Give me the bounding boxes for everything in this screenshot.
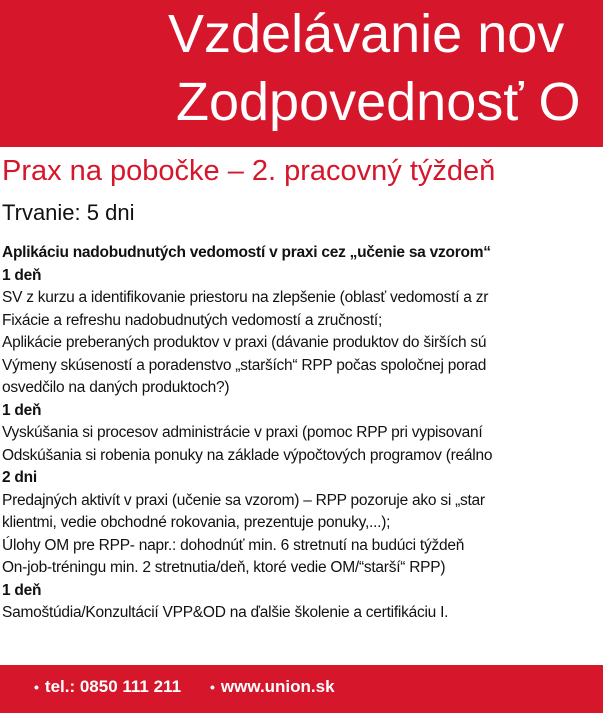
content-line: Vyskúšania si procesov administrácie v praxi (pomoc RPP pri vypisovaní (2, 424, 483, 441)
section-heading: 1 deň (2, 266, 42, 284)
footer-website[interactable] (210, 676, 335, 698)
section-heading: Aplikáciu nadobudnutých vedomostí v praxi cez „učenie sa vzorom“ (2, 244, 491, 261)
footer-banner (0, 665, 603, 713)
header-banner (0, 0, 603, 147)
bullet-icon: • (210, 679, 215, 695)
content-line: Odskúšania si robenia ponuky na základe výpočtových programov (reálno (2, 446, 493, 464)
bullet-icon: • (34, 679, 39, 695)
content-line: Výmeny skúseností a poradenstvo „starších“ RPP počas spoločnej porad (2, 356, 487, 374)
footer-phone (34, 676, 181, 698)
website-link[interactable]: www.union.sk (220, 677, 335, 696)
content-body (2, 242, 603, 625)
content-line: osvedčilo na daných produktoch?) (2, 379, 230, 396)
slide-subtitle: Prax na pobočke – 2. pracovný týždeň (2, 155, 496, 187)
section-heading: 1 deň (2, 581, 42, 599)
content-line: Úlohy OM pre RPP- napr.: dohodnúť min. 6 stretnutí na budúci týždeň (2, 536, 465, 554)
content-line: klientmi, vedie obchodné rokovania, prezentuje ponuky,...); (2, 514, 391, 531)
title-line-2: Zodpovednosť O (176, 72, 581, 132)
section-heading: 2 dni (2, 469, 37, 486)
title-line-1: Vzdelávanie nov (168, 4, 565, 64)
content-line: SV z kurzu a identifikovanie priestoru na zlepšenie (oblasť vedomostí a zr (2, 289, 489, 306)
phone-text: tel.: 0850 111 211 (44, 677, 182, 696)
content-line: Fixácie a refreshu nadobudnutých vedomostí a zručností; (2, 311, 382, 329)
content-line: Aplikácie preberaných produktov v praxi (dávanie produktov do širších sú (2, 334, 487, 351)
section-heading: 1 deň (2, 401, 42, 419)
content-line: Predajných aktivít v praxi (učenie sa vzorom) – RPP pozoruje ako si „star (2, 491, 485, 509)
duration-text: Trvanie: 5 dni (2, 200, 135, 225)
content-line: On-job-tréningu min. 2 stretnutia/deň, ktoré vedie OM/“starší“ RPP) (2, 559, 446, 576)
content-line: Samoštúdia/Konzultácií VPP&OD na ďalšie školenie a certifikáciu I. (2, 604, 449, 621)
